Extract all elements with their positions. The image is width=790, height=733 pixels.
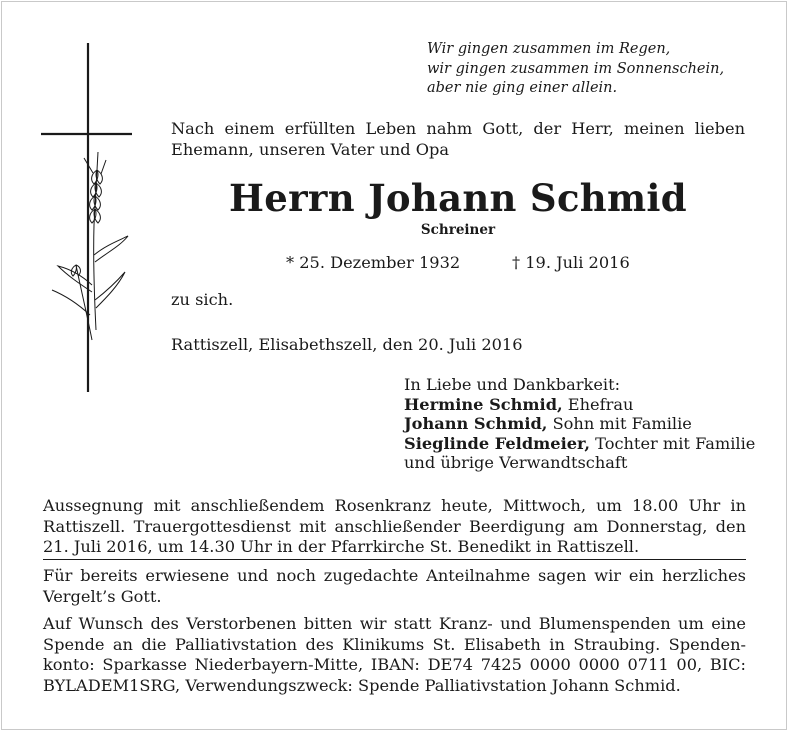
mourner-name: Hermine Schmid, (404, 394, 563, 414)
mourners-closing: und übrige Verwandtschaft (404, 453, 628, 472)
mourner-relation: Tochter mit Familie (590, 433, 756, 453)
deceased-name: Herrn Johann Schmid (229, 176, 687, 220)
cross-icon (40, 40, 134, 395)
intro-text: Nach einem erfüllten Leben nahm Gott, der Herr, meinen lieben Ehemann, unseren Vater und Opa (171, 119, 745, 159)
wheat-icon (52, 152, 128, 340)
death-date: † 19. Juli 2016 (512, 253, 630, 272)
divider (43, 559, 746, 560)
mourner-relation: Ehefrau (562, 394, 634, 414)
place-date: Rattiszell, Elisabethszell, den 20. Juli 2016 (171, 335, 523, 354)
donation-text: Auf Wunsch des Verstorbenen bitten wir statt Kranz- und Blumenspenden um eine Spende an die Palliativstation des Klinikums St. Elisabeth in Straubing. Spendenkonto: Sparkasse Niederbayern-Mitte, IBAN: DE74 7425 0000 0000 0711 00, BIC: BYLADEM1SRG, Verwendungszweck: Spende Palliativstation Johann Schmid. (43, 614, 746, 695)
mourner-name: Johann Schmid, (404, 414, 548, 433)
funeral-text: Aussegnung mit anschließendem Rosenkranz heute, Mittwoch, um 18.00 Uhr in Rattiszell. Trauergottesdienst mit anschließender Beerdigung am Donnerstag, den 21. Juli 2016, um 14.30 Uhr in der Pfarrkirche St. Benedikt in Rattiszell. (43, 496, 746, 556)
mourners-intro: In Liebe und Dankbarkeit: (404, 375, 621, 394)
mourners-block (404, 375, 764, 473)
deceased-occupation: Schreiner (420, 222, 496, 238)
verse-line: wir gingen zusammen im Sonnenschein, (427, 60, 725, 77)
mourner-line (404, 434, 764, 454)
verse-line: Wir gingen zusammen im Regen, (427, 41, 671, 57)
thanks-text: Für bereits erwiesene und noch zugedachte Anteilnahme sagen wir ein herzliches Vergelt’s Gott. (43, 566, 746, 606)
mourner-line (404, 414, 764, 434)
mourner-relation: Sohn mit Familie (547, 414, 692, 433)
mourner-name: Sieglinde Feldmeier, (404, 433, 591, 453)
verse-line: aber nie ging einer allein. (427, 80, 618, 96)
verse (427, 40, 757, 99)
mourner-line (404, 395, 764, 415)
to-himself-text: zu sich. (171, 290, 234, 309)
birth-date: * 25. Dezember 1932 (286, 253, 461, 272)
